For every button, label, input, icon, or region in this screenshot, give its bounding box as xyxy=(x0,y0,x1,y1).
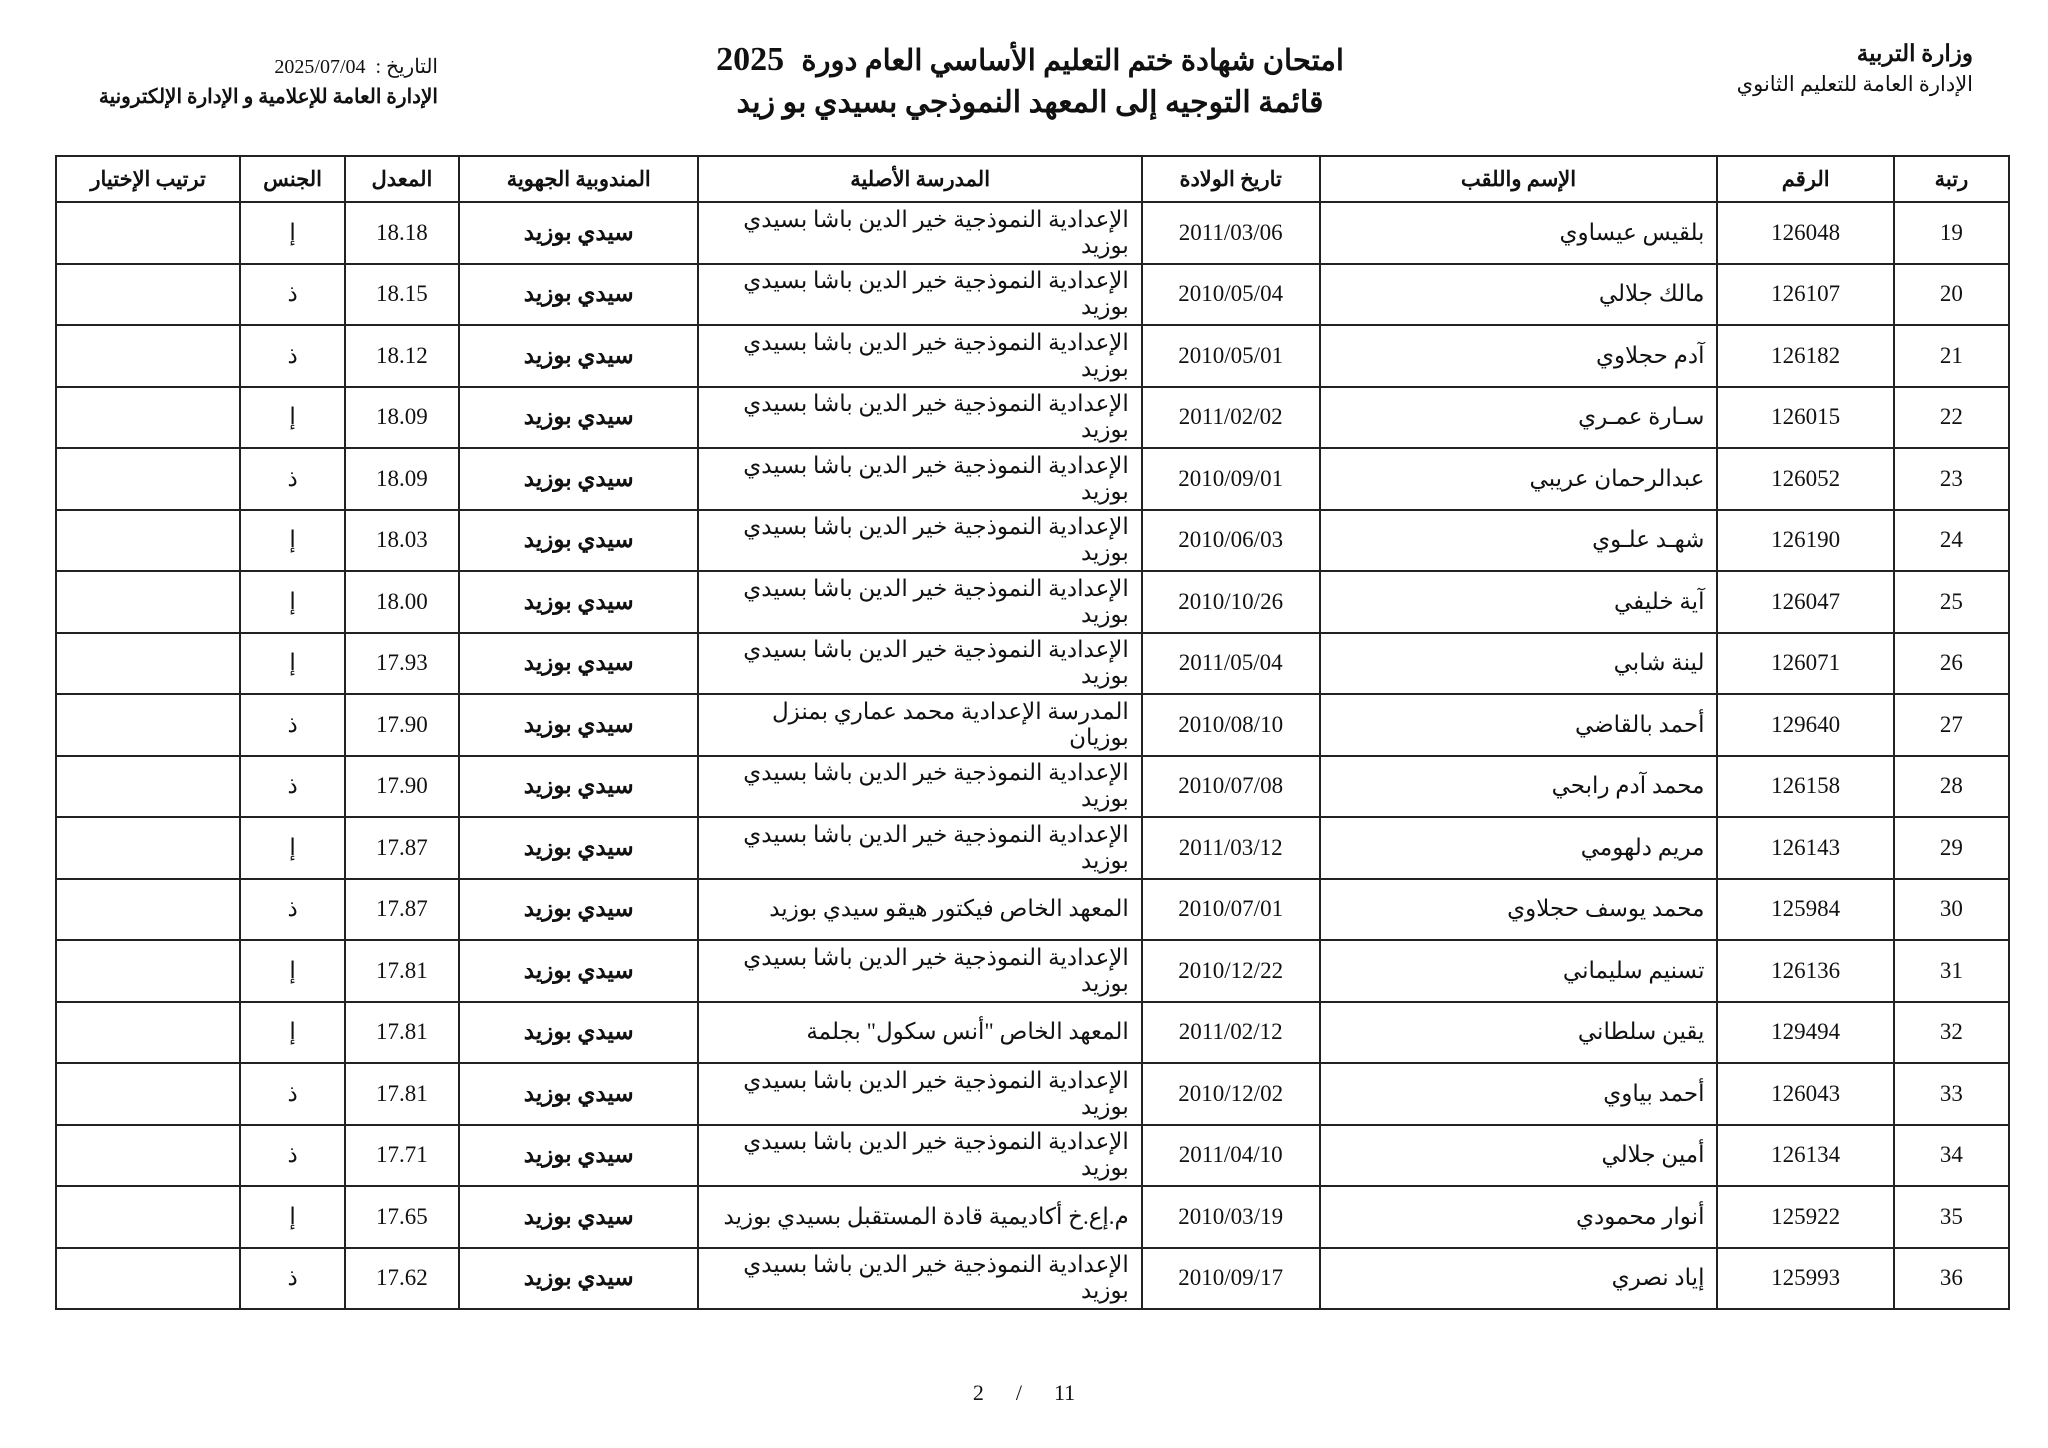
it-department: الإدارة العامة للإعلامية و الإدارة الإلكترونية xyxy=(98,86,438,108)
cell-number: 126043 xyxy=(1717,1063,1893,1125)
cell-average: 17.81 xyxy=(345,1063,459,1125)
cell-choice xyxy=(56,387,240,449)
cell-region: سيدي بوزيد xyxy=(459,448,698,510)
table-row xyxy=(56,1248,2009,1310)
cell-average: 18.09 xyxy=(345,448,459,510)
col-rank: رتبة xyxy=(1894,156,2009,202)
cell-choice xyxy=(56,694,240,756)
exam-year: 2025 xyxy=(716,41,785,78)
date-label: التاريخ : xyxy=(375,56,438,78)
cell-name: آية خليفي xyxy=(1320,571,1718,633)
cell-gender: ذ xyxy=(240,1063,345,1125)
col-choice: ترتيب الإختيار xyxy=(56,156,240,202)
cell-school: الإعدادية النموذجية خير الدين باشا بسيدي بوزيد xyxy=(698,817,1141,879)
date-row xyxy=(68,52,438,82)
cell-average: 17.90 xyxy=(345,756,459,818)
cell-region: سيدي بوزيد xyxy=(459,633,698,695)
cell-region: سيدي بوزيد xyxy=(459,940,698,1002)
cell-average: 18.09 xyxy=(345,387,459,449)
cell-average: 18.00 xyxy=(345,571,459,633)
cell-average: 17.71 xyxy=(345,1125,459,1187)
cell-name: عبدالرحمان عريبي xyxy=(1320,448,1718,510)
date-value: 2025/07/04 xyxy=(274,56,366,78)
cell-number: 126048 xyxy=(1717,202,1893,264)
cell-name: لينة شابي xyxy=(1320,633,1718,695)
cell-name: أنوار محمودي xyxy=(1320,1186,1718,1248)
cell-region: سيدي بوزيد xyxy=(459,264,698,326)
cell-number: 125993 xyxy=(1717,1248,1893,1310)
cell-region: سيدي بوزيد xyxy=(459,879,698,941)
cell-gender: إ xyxy=(240,387,345,449)
exam-title: امتحان شهادة ختم التعليم الأساسي العام دورة xyxy=(801,45,1344,77)
table-row xyxy=(56,1125,2009,1187)
cell-average: 18.03 xyxy=(345,510,459,572)
cell-dob: 2011/03/06 xyxy=(1142,202,1320,264)
ministry-header xyxy=(1737,38,1973,100)
cell-choice xyxy=(56,510,240,572)
ministry-name: وزارة التربية xyxy=(1856,41,1973,66)
table-row xyxy=(56,633,2009,695)
cell-school: الإعدادية النموذجية خير الدين باشا بسيدي بوزيد xyxy=(698,387,1141,449)
cell-rank: 25 xyxy=(1894,571,2009,633)
cell-gender: ذ xyxy=(240,448,345,510)
cell-choice xyxy=(56,202,240,264)
cell-rank: 29 xyxy=(1894,817,2009,879)
cell-name: مريم دلهومي xyxy=(1320,817,1718,879)
cell-rank: 24 xyxy=(1894,510,2009,572)
cell-average: 17.81 xyxy=(345,1002,459,1064)
cell-dob: 2010/12/02 xyxy=(1142,1063,1320,1125)
table-row xyxy=(56,202,2009,264)
table-row xyxy=(56,756,2009,818)
cell-school: المعهد الخاص "أنس سكول" بجلمة xyxy=(698,1002,1141,1064)
cell-region: سيدي بوزيد xyxy=(459,325,698,387)
cell-gender: ذ xyxy=(240,1125,345,1187)
cell-dob: 2011/04/10 xyxy=(1142,1125,1320,1187)
table-row xyxy=(56,571,2009,633)
cell-number: 126134 xyxy=(1717,1125,1893,1187)
cell-choice xyxy=(56,571,240,633)
table-body xyxy=(56,202,2009,1309)
cell-dob: 2010/07/01 xyxy=(1142,879,1320,941)
cell-rank: 27 xyxy=(1894,694,2009,756)
cell-dob: 2011/02/12 xyxy=(1142,1002,1320,1064)
cell-choice xyxy=(56,1248,240,1310)
cell-gender: ذ xyxy=(240,694,345,756)
cell-rank: 21 xyxy=(1894,325,2009,387)
col-average: المعدل xyxy=(345,156,459,202)
cell-choice xyxy=(56,264,240,326)
cell-number: 125922 xyxy=(1717,1186,1893,1248)
cell-gender: إ xyxy=(240,1186,345,1248)
cell-region: سيدي بوزيد xyxy=(459,571,698,633)
cell-name: يقين سلطاني xyxy=(1320,1002,1718,1064)
col-region: المندوبية الجهوية xyxy=(459,156,698,202)
cell-rank: 28 xyxy=(1894,756,2009,818)
cell-gender: إ xyxy=(240,510,345,572)
cell-region: سيدي بوزيد xyxy=(459,1248,698,1310)
cell-choice xyxy=(56,448,240,510)
cell-region: سيدي بوزيد xyxy=(459,202,698,264)
cell-number: 125984 xyxy=(1717,879,1893,941)
cell-rank: 32 xyxy=(1894,1002,2009,1064)
cell-rank: 35 xyxy=(1894,1186,2009,1248)
col-gender: الجنس xyxy=(240,156,345,202)
cell-choice xyxy=(56,940,240,1002)
cell-dob: 2010/06/03 xyxy=(1142,510,1320,572)
cell-dob: 2010/09/17 xyxy=(1142,1248,1320,1310)
date-block xyxy=(68,52,438,112)
cell-number: 126136 xyxy=(1717,940,1893,1002)
table-row xyxy=(56,510,2009,572)
cell-gender: إ xyxy=(240,1002,345,1064)
page-total: 11 xyxy=(1053,1380,1076,1405)
cell-school: الإعدادية النموذجية خير الدين باشا بسيدي بوزيد xyxy=(698,1063,1141,1125)
cell-school: المدرسة الإعدادية محمد عماري بمنزل بوزيان xyxy=(698,694,1141,756)
col-school: المدرسة الأصلية xyxy=(698,156,1141,202)
cell-number: 129494 xyxy=(1717,1002,1893,1064)
cell-rank: 31 xyxy=(1894,940,2009,1002)
cell-region: سيدي بوزيد xyxy=(459,756,698,818)
cell-average: 18.18 xyxy=(345,202,459,264)
cell-region: سيدي بوزيد xyxy=(459,387,698,449)
cell-rank: 22 xyxy=(1894,387,2009,449)
cell-rank: 33 xyxy=(1894,1063,2009,1125)
cell-number: 129640 xyxy=(1717,694,1893,756)
table-row xyxy=(56,448,2009,510)
cell-gender: ذ xyxy=(240,879,345,941)
cell-dob: 2010/07/08 xyxy=(1142,756,1320,818)
table-row xyxy=(56,1002,2009,1064)
cell-school: الإعدادية النموذجية خير الدين باشا بسيدي بوزيد xyxy=(698,448,1141,510)
cell-school: الإعدادية النموذجية خير الدين باشا بسيدي بوزيد xyxy=(698,1125,1141,1187)
cell-choice xyxy=(56,1063,240,1125)
cell-choice xyxy=(56,1002,240,1064)
cell-average: 17.65 xyxy=(345,1186,459,1248)
cell-dob: 2010/08/10 xyxy=(1142,694,1320,756)
cell-number: 126107 xyxy=(1717,264,1893,326)
table-row xyxy=(56,879,2009,941)
cell-gender: إ xyxy=(240,633,345,695)
cell-choice xyxy=(56,756,240,818)
table-row xyxy=(56,387,2009,449)
cell-number: 126015 xyxy=(1717,387,1893,449)
cell-dob: 2011/02/02 xyxy=(1142,387,1320,449)
cell-name: سـارة عمـري xyxy=(1320,387,1718,449)
cell-choice xyxy=(56,879,240,941)
cell-rank: 26 xyxy=(1894,633,2009,695)
cell-average: 17.87 xyxy=(345,879,459,941)
cell-average: 18.15 xyxy=(345,264,459,326)
cell-choice xyxy=(56,633,240,695)
cell-number: 126052 xyxy=(1717,448,1893,510)
cell-average: 17.81 xyxy=(345,940,459,1002)
cell-choice xyxy=(56,1186,240,1248)
table-row xyxy=(56,264,2009,326)
cell-average: 17.62 xyxy=(345,1248,459,1310)
cell-rank: 23 xyxy=(1894,448,2009,510)
cell-school: الإعدادية النموذجية خير الدين باشا بسيدي بوزيد xyxy=(698,510,1141,572)
cell-school: الإعدادية النموذجية خير الدين باشا بسيدي بوزيد xyxy=(698,940,1141,1002)
table-row xyxy=(56,817,2009,879)
cell-school: م.إع.خ أكاديمية قادة المستقبل بسيدي بوزيد xyxy=(698,1186,1141,1248)
cell-region: سيدي بوزيد xyxy=(459,1063,698,1125)
cell-number: 126071 xyxy=(1717,633,1893,695)
cell-region: سيدي بوزيد xyxy=(459,1125,698,1187)
cell-region: سيدي بوزيد xyxy=(459,510,698,572)
page-current: 2 xyxy=(972,1380,984,1405)
cell-gender: ذ xyxy=(240,325,345,387)
cell-name: محمد يوسف حجلاوي xyxy=(1320,879,1718,941)
cell-gender: ذ xyxy=(240,756,345,818)
results-table xyxy=(55,155,2010,1310)
cell-dob: 2011/03/12 xyxy=(1142,817,1320,879)
cell-gender: إ xyxy=(240,202,345,264)
cell-number: 126047 xyxy=(1717,571,1893,633)
cell-school: المعهد الخاص فيكتور هيقو سيدي بوزيد xyxy=(698,879,1141,941)
cell-school: الإعدادية النموذجية خير الدين باشا بسيدي بوزيد xyxy=(698,756,1141,818)
cell-school: الإعدادية النموذجية خير الدين باشا بسيدي بوزيد xyxy=(698,1248,1141,1310)
exam-title-line xyxy=(620,40,1440,81)
cell-name: أحمد بياوي xyxy=(1320,1063,1718,1125)
col-dob: تاريخ الولادة xyxy=(1142,156,1320,202)
cell-name: بلقيس عيساوي xyxy=(1320,202,1718,264)
table-row xyxy=(56,1063,2009,1125)
cell-rank: 36 xyxy=(1894,1248,2009,1310)
list-title: قائمة التوجيه إلى المعهد النموذجي بسيدي بو زيد xyxy=(736,86,1324,119)
cell-name: إياد نصري xyxy=(1320,1248,1718,1310)
cell-name: شهـد علـوي xyxy=(1320,510,1718,572)
cell-school: الإعدادية النموذجية خير الدين باشا بسيدي بوزيد xyxy=(698,325,1141,387)
cell-choice xyxy=(56,325,240,387)
page-separator: / xyxy=(1015,1380,1022,1405)
cell-rank: 30 xyxy=(1894,879,2009,941)
cell-choice xyxy=(56,817,240,879)
cell-average: 17.87 xyxy=(345,817,459,879)
cell-choice xyxy=(56,1125,240,1187)
cell-region: سيدي بوزيد xyxy=(459,694,698,756)
table-row xyxy=(56,694,2009,756)
cell-gender: ذ xyxy=(240,1248,345,1310)
cell-rank: 20 xyxy=(1894,264,2009,326)
cell-region: سيدي بوزيد xyxy=(459,817,698,879)
cell-gender: ذ xyxy=(240,264,345,326)
cell-school: الإعدادية النموذجية خير الدين باشا بسيدي بوزيد xyxy=(698,633,1141,695)
cell-number: 126143 xyxy=(1717,817,1893,879)
table-header-row xyxy=(56,156,2009,202)
cell-gender: إ xyxy=(240,571,345,633)
page-number xyxy=(0,1380,2048,1406)
document-title xyxy=(620,40,1440,125)
cell-school: الإعدادية النموذجية خير الدين باشا بسيدي بوزيد xyxy=(698,264,1141,326)
cell-dob: 2010/03/19 xyxy=(1142,1186,1320,1248)
cell-rank: 34 xyxy=(1894,1125,2009,1187)
cell-name: أمين جلالي xyxy=(1320,1125,1718,1187)
cell-region: سيدي بوزيد xyxy=(459,1002,698,1064)
cell-name: محمد آدم رابحي xyxy=(1320,756,1718,818)
cell-rank: 19 xyxy=(1894,202,2009,264)
table-row xyxy=(56,325,2009,387)
cell-number: 126182 xyxy=(1717,325,1893,387)
direction-name: الإدارة العامة للتعليم الثانوي xyxy=(1736,72,1973,96)
cell-dob: 2010/05/04 xyxy=(1142,264,1320,326)
cell-name: آدم حجلاوي xyxy=(1320,325,1718,387)
cell-dob: 2010/12/22 xyxy=(1142,940,1320,1002)
cell-name: أحمد بالقاضي xyxy=(1320,694,1718,756)
cell-name: تسنيم سليماني xyxy=(1320,940,1718,1002)
cell-dob: 2010/09/01 xyxy=(1142,448,1320,510)
cell-number: 126158 xyxy=(1717,756,1893,818)
cell-school: الإعدادية النموذجية خير الدين باشا بسيدي بوزيد xyxy=(698,202,1141,264)
cell-average: 17.90 xyxy=(345,694,459,756)
cell-school: الإعدادية النموذجية خير الدين باشا بسيدي بوزيد xyxy=(698,571,1141,633)
cell-dob: 2010/10/26 xyxy=(1142,571,1320,633)
cell-dob: 2010/05/01 xyxy=(1142,325,1320,387)
col-number: الرقم xyxy=(1717,156,1893,202)
cell-gender: إ xyxy=(240,817,345,879)
cell-region: سيدي بوزيد xyxy=(459,1186,698,1248)
table-row xyxy=(56,1186,2009,1248)
cell-average: 18.12 xyxy=(345,325,459,387)
cell-dob: 2011/05/04 xyxy=(1142,633,1320,695)
table-row xyxy=(56,940,2009,1002)
cell-gender: إ xyxy=(240,940,345,1002)
cell-number: 126190 xyxy=(1717,510,1893,572)
cell-average: 17.93 xyxy=(345,633,459,695)
cell-name: مالك جلالي xyxy=(1320,264,1718,326)
col-name: الإسم واللقب xyxy=(1320,156,1718,202)
